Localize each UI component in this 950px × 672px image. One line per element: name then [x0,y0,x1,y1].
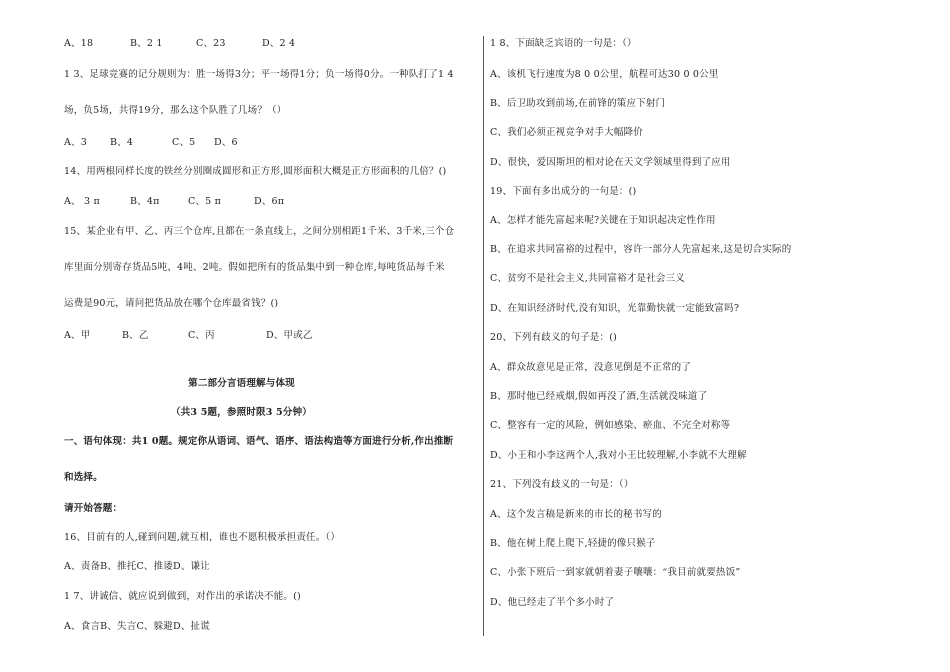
q12-option-c: C、23 [196,38,226,49]
instruction-line1: 一、语句体现：共1 0题。规定你从语词、语气、语序、语法构造等方面进行分析,作出推断 [64,436,454,447]
instruction-line2: 和选择。 [64,472,103,483]
q15-option-a: A、甲 [64,330,91,341]
q13-line2: 场，负5场，共得19分，那么这个队胜了几场？（） [64,105,287,116]
q21-option-a: A、这个发言稿是新来的市长的秘书写的 [490,509,662,520]
q14-option-a: A、 3 π [64,196,100,207]
q19-option-c: C、贫穷不是社会主义,共同富裕才是社会三义 [490,273,685,284]
q13-option-a: A、3 [64,137,88,148]
section-title: 第二部分言语理解与体现 [188,378,295,389]
q19-option-a: A、怎样才能先富起来呢?关键在于知识起决定性作用 [490,215,716,226]
q18-line: 1 8、下面缺乏宾语的一句是：（） [490,38,637,49]
q16-options: A、责备B、推托C、推诿D、谦让 [64,561,210,572]
q14-options [64,196,284,208]
q15-line1: 15、某企业有甲、乙、丙三个仓库,且都在一条直线上，之间分别相距1千米、3千米,三个仓 [64,226,455,237]
q19-option-b: B、在追求共同富裕的过程中，容许一部分人先富起来,这是切合实际的 [490,244,792,255]
q18-option-d: D、很快，爱因斯坦的相对论在天文学领域里得到了应用 [490,157,731,168]
section-subtitle: （共3 5题，参照时限3 5分钟） [171,407,312,418]
q15-line3: 运费是90元，请问把货品放在哪个仓库最省钱？() [64,298,279,309]
q13-option-d: D、6 [214,137,238,148]
q14-option-d: D、6π [254,196,285,207]
q13-line1: 1 3、足球竞赛的记分规则为：胜一场得3分；平一场得1分；负一场得0分。一种队打了1 4 [64,69,454,80]
q20-option-a: A、群众故意见是正常，没意见倒是不正常的了 [490,362,692,373]
q12-option-a: A、18 [64,38,94,49]
q16-line: 16、目前有的人,碰到问题,就互相，谁也不愿积极承担责任。（） [64,532,341,543]
q20-option-b: B、那时他已经戒烟,假如再没了酒,生活就没味道了 [490,391,708,402]
column-divider [483,36,484,636]
q21-option-c: C、小张下班后一到家就朝着妻子嚷嚷：“我目前就要热饭” [490,567,741,578]
q21-option-d: D、他已经走了半个多小时了 [490,597,615,608]
q14-line: 14、用两根同样长度的铁丝分别圈成圆形和正方形,圆形面积大概是正方形面积的几倍？() [64,166,447,177]
q15-line2: 库里面分别寄存货品5吨、4吨、2吨。假如把所有的货品集中到一种仓库,每吨货品每千米 [64,262,445,273]
q15-option-c: C、丙 [188,330,215,341]
q19-line: 19、下面有多出成分的一句是：() [490,186,637,197]
q12-option-b: B、2 1 [130,38,163,49]
q20-option-d: D、小王和小李这两个人,我对小王比较理解,小李就不大理解 [490,450,747,461]
q17-line: 1 7、讲诚信、就应说到做到，对作出的承诺决不能。() [64,591,301,602]
q14-option-c: C、5 π [188,196,222,207]
q13-option-b: B、4 [110,137,134,148]
start-prompt: 请开始答题： [64,503,123,514]
q18-option-a: A、该机飞行速度为8 0 0公里，航程可达30 0 0公里 [490,69,719,80]
q15-options [64,330,313,342]
q19-option-d: D、在知识经济时代,没有知识，光靠勤快就一定能致富吗? [490,303,740,314]
q15-option-d: D、甲或乙 [266,330,313,341]
q13-options [64,137,238,149]
q12-option-d: D、2 4 [262,38,296,49]
q20-option-c: C、整容有一定的风险，例如感染、瘀血、不完全对称等 [490,420,731,431]
q18-option-b: B、后卫助攻到前场,在前锋的策应下射门 [490,98,666,109]
q18-option-c: C、我们必须正视竞争对手大幅降价 [490,127,643,138]
q13-option-c: C、5 [172,137,196,148]
q17-options: A、食言B、失言C、躲避D、扯谎 [64,621,210,632]
q21-option-b: B、他在树上爬上爬下,轻捷的像只猴子 [490,538,656,549]
q15-option-b: B、乙 [122,330,149,341]
q14-option-b: B、4π [130,196,160,207]
q20-line: 20、下列有歧义的句子是：() [490,332,618,343]
q12-options [64,38,295,50]
q21-line: 21、下列没有歧义的一句是：（） [490,479,634,490]
